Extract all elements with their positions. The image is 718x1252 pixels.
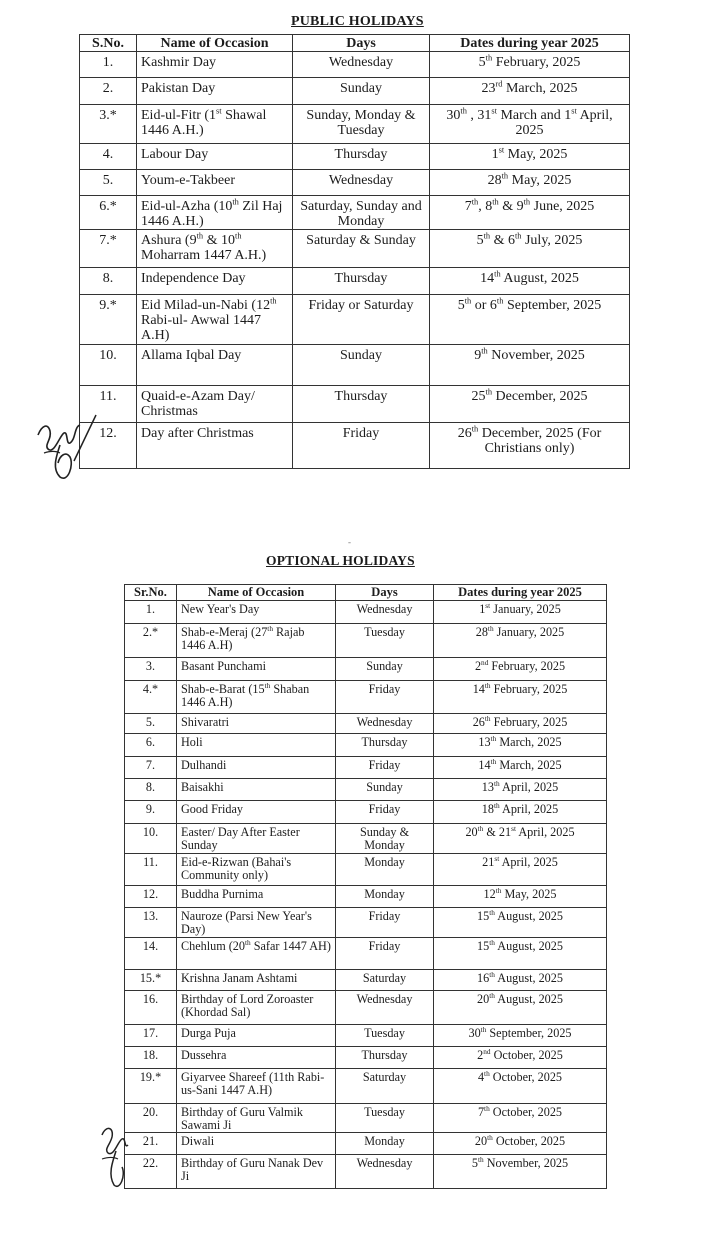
table-header-row (80, 35, 630, 52)
days: Saturday & Sunday (293, 230, 430, 268)
date: 5th or 6th September, 2025 (430, 295, 630, 345)
days: Tuesday (336, 1025, 434, 1047)
date: 25th December, 2025 (430, 386, 630, 423)
table-row (125, 1104, 607, 1133)
days: Wednesday (336, 1155, 434, 1189)
table-row (125, 991, 607, 1025)
serial-number: 2. (80, 78, 137, 105)
occasion-name: Pakistan Day (137, 78, 293, 105)
table-row (80, 386, 630, 423)
days: Thursday (336, 1047, 434, 1069)
occasion-name: Diwali (177, 1133, 336, 1155)
serial-number: 12. (80, 423, 137, 469)
occasion-name: Eid-e-Rizwan (Bahai's Community only) (177, 854, 336, 886)
occasion-name: Independence Day (137, 268, 293, 295)
serial-number: 19.* (125, 1069, 177, 1104)
days: Friday (336, 681, 434, 714)
occasion-name: Birthday of Guru Valmik Sawami Ji (177, 1104, 336, 1133)
occasion-name: Giyarvee Shareef (11th Rabi- us-Sani 1447 A.H) (177, 1069, 336, 1104)
serial-number: 15.* (125, 970, 177, 991)
occasion-name: Eid-ul-Azha (10th Zil Haj 1446 A.H.) (137, 196, 293, 230)
serial-number: 8. (125, 779, 177, 801)
days: Friday (293, 423, 430, 469)
date: 14th February, 2025 (434, 681, 607, 714)
table-row (80, 52, 630, 78)
serial-number: 10. (80, 345, 137, 386)
serial-number: 13. (125, 908, 177, 938)
table-row (125, 886, 607, 908)
occasion-name: Birthday of Guru Nanak Dev Ji (177, 1155, 336, 1189)
days: Monday (336, 1133, 434, 1155)
days: Friday (336, 938, 434, 970)
date: 14th March, 2025 (434, 757, 607, 779)
table-row (125, 1025, 607, 1047)
occasion-name: Shab-e-Barat (15th Shaban 1446 A.H) (177, 681, 336, 714)
date: 23rd March, 2025 (430, 78, 630, 105)
occasion-name: Shab-e-Meraj (27th Rajab 1446 A.H) (177, 624, 336, 658)
header-days: Days (336, 585, 434, 601)
serial-number: 10. (125, 824, 177, 854)
serial-number: 7.* (80, 230, 137, 268)
date: 9th November, 2025 (430, 345, 630, 386)
serial-number: 6. (125, 734, 177, 757)
header-occasion: Name of Occasion (177, 585, 336, 601)
days: Wednesday (336, 601, 434, 624)
occasion-name: Birthday of Lord Zoroaster (Khordad Sal) (177, 991, 336, 1025)
public-holidays-title: PUBLIC HOLIDAYS (291, 14, 424, 29)
days: Saturday (336, 1069, 434, 1104)
table-row (80, 196, 630, 230)
days: Tuesday (336, 624, 434, 658)
serial-number: 21. (125, 1133, 177, 1155)
date: 15th August, 2025 (434, 908, 607, 938)
days: Monday (336, 854, 434, 886)
serial-number: 14. (125, 938, 177, 970)
occasion-name: Chehlum (20th Safar 1447 AH) (177, 938, 336, 970)
optional-holidays-title: OPTIONAL HOLIDAYS (266, 553, 415, 568)
date: 7th October, 2025 (434, 1104, 607, 1133)
days: Thursday (293, 144, 430, 170)
table-row (80, 78, 630, 105)
date: 30th , 31st March and 1st April, 2025 (430, 105, 630, 144)
occasion-name: Dussehra (177, 1047, 336, 1069)
optional-holidays-table (124, 584, 607, 1189)
occasion-name: Quaid-e-Azam Day/ Christmas (137, 386, 293, 423)
days: Thursday (293, 386, 430, 423)
occasion-name: Baisakhi (177, 779, 336, 801)
date: 26th December, 2025 (For Christians only) (430, 423, 630, 469)
date: 20th & 21st April, 2025 (434, 824, 607, 854)
occasion-name: Eid Milad-un-Nabi (12th Rabi-ul- Awwal 1447 A.H) (137, 295, 293, 345)
public-holidays-table (79, 34, 630, 469)
date: 28th May, 2025 (430, 170, 630, 196)
date: 2nd February, 2025 (434, 658, 607, 681)
date: 16th August, 2025 (434, 970, 607, 991)
occasion-name: Durga Puja (177, 1025, 336, 1047)
table-row (80, 144, 630, 170)
stray-mark: - (348, 537, 351, 547)
occasion-name: Eid-ul-Fitr (1st Shawal 1446 A.H.) (137, 105, 293, 144)
days: Sunday (293, 345, 430, 386)
occasion-name: Kashmir Day (137, 52, 293, 78)
serial-number: 1. (80, 52, 137, 78)
table-row (80, 345, 630, 386)
occasion-name: Youm-e-Takbeer (137, 170, 293, 196)
occasion-name: Buddha Purnima (177, 886, 336, 908)
occasion-name: New Year's Day (177, 601, 336, 624)
days: Wednesday (293, 170, 430, 196)
occasion-name: Nauroze (Parsi New Year's Day) (177, 908, 336, 938)
serial-number: 9.* (80, 295, 137, 345)
date: 5th November, 2025 (434, 1155, 607, 1189)
table-row (80, 105, 630, 144)
date: 20th October, 2025 (434, 1133, 607, 1155)
table-row (125, 1069, 607, 1104)
table-row (125, 681, 607, 714)
date: 1st May, 2025 (430, 144, 630, 170)
date: 14th August, 2025 (430, 268, 630, 295)
days: Friday or Saturday (293, 295, 430, 345)
table-row (125, 1047, 607, 1069)
occasion-name: Good Friday (177, 801, 336, 824)
date: 5th & 6th July, 2025 (430, 230, 630, 268)
occasion-name: Labour Day (137, 144, 293, 170)
occasion-name: Allama Iqbal Day (137, 345, 293, 386)
table-row (125, 601, 607, 624)
days: Monday (336, 886, 434, 908)
table-row (125, 854, 607, 886)
header-sno: S.No. (80, 35, 137, 52)
date: 13th April, 2025 (434, 779, 607, 801)
table-row (125, 938, 607, 970)
occasion-name: Basant Punchami (177, 658, 336, 681)
days: Saturday (336, 970, 434, 991)
table-row (80, 230, 630, 268)
table-row (125, 779, 607, 801)
serial-number: 5. (125, 714, 177, 734)
occasion-name: Shivaratri (177, 714, 336, 734)
table-row (80, 295, 630, 345)
table-row (125, 970, 607, 991)
serial-number: 17. (125, 1025, 177, 1047)
serial-number: 8. (80, 268, 137, 295)
date: 12th May, 2025 (434, 886, 607, 908)
date: 7th, 8th & 9th June, 2025 (430, 196, 630, 230)
days: Sunday, Monday & Tuesday (293, 105, 430, 144)
days: Friday (336, 801, 434, 824)
date: 21st April, 2025 (434, 854, 607, 886)
occasion-name: Day after Christmas (137, 423, 293, 469)
table-row (125, 658, 607, 681)
signature-mark-1 (30, 405, 100, 485)
date: 30th September, 2025 (434, 1025, 607, 1047)
date: 18th April, 2025 (434, 801, 607, 824)
serial-number: 12. (125, 886, 177, 908)
serial-number: 3. (125, 658, 177, 681)
serial-number: 9. (125, 801, 177, 824)
serial-number: 20. (125, 1104, 177, 1133)
days: Sunday (336, 779, 434, 801)
serial-number: 3.* (80, 105, 137, 144)
serial-number: 18. (125, 1047, 177, 1069)
table-header-row (125, 585, 607, 601)
occasion-name: Ashura (9th & 10th Moharram 1447 A.H.) (137, 230, 293, 268)
table-row (125, 824, 607, 854)
occasion-name: Holi (177, 734, 336, 757)
date: 4th October, 2025 (434, 1069, 607, 1104)
days: Sunday (336, 658, 434, 681)
occasion-name: Krishna Janam Ashtami (177, 970, 336, 991)
header-sno: Sr.No. (125, 585, 177, 601)
days: Tuesday (336, 1104, 434, 1133)
serial-number: 2.* (125, 624, 177, 658)
table-row (80, 268, 630, 295)
serial-number: 11. (80, 386, 137, 423)
days: Thursday (293, 268, 430, 295)
header-dates: Dates during year 2025 (434, 585, 607, 601)
date: 26th February, 2025 (434, 714, 607, 734)
days: Sunday (293, 78, 430, 105)
table-row (80, 423, 630, 469)
date: 20th August, 2025 (434, 991, 607, 1025)
table-row (80, 170, 630, 196)
days: Sunday & Monday (336, 824, 434, 854)
date: 1st January, 2025 (434, 601, 607, 624)
date: 28th January, 2025 (434, 624, 607, 658)
days: Wednesday (336, 714, 434, 734)
date: 13th March, 2025 (434, 734, 607, 757)
serial-number: 6.* (80, 196, 137, 230)
occasion-name: Dulhandi (177, 757, 336, 779)
serial-number: 22. (125, 1155, 177, 1189)
days: Thursday (336, 734, 434, 757)
header-occasion: Name of Occasion (137, 35, 293, 52)
table-row (125, 801, 607, 824)
header-dates: Dates during year 2025 (430, 35, 630, 52)
serial-number: 4. (80, 144, 137, 170)
date: 2nd October, 2025 (434, 1047, 607, 1069)
days: Wednesday (293, 52, 430, 78)
table-row (125, 714, 607, 734)
signature-mark-2 (96, 1115, 136, 1195)
header-days: Days (293, 35, 430, 52)
serial-number: 16. (125, 991, 177, 1025)
table-row (125, 1133, 607, 1155)
days: Friday (336, 757, 434, 779)
serial-number: 5. (80, 170, 137, 196)
table-row (125, 624, 607, 658)
table-row (125, 1155, 607, 1189)
table-row (125, 734, 607, 757)
serial-number: 7. (125, 757, 177, 779)
serial-number: 11. (125, 854, 177, 886)
table-row (125, 757, 607, 779)
days: Wednesday (336, 991, 434, 1025)
date: 15th August, 2025 (434, 938, 607, 970)
days: Friday (336, 908, 434, 938)
days: Saturday, Sunday and Monday (293, 196, 430, 230)
occasion-name: Easter/ Day After Easter Sunday (177, 824, 336, 854)
date: 5th February, 2025 (430, 52, 630, 78)
table-row (125, 908, 607, 938)
serial-number: 1. (125, 601, 177, 624)
serial-number: 4.* (125, 681, 177, 714)
